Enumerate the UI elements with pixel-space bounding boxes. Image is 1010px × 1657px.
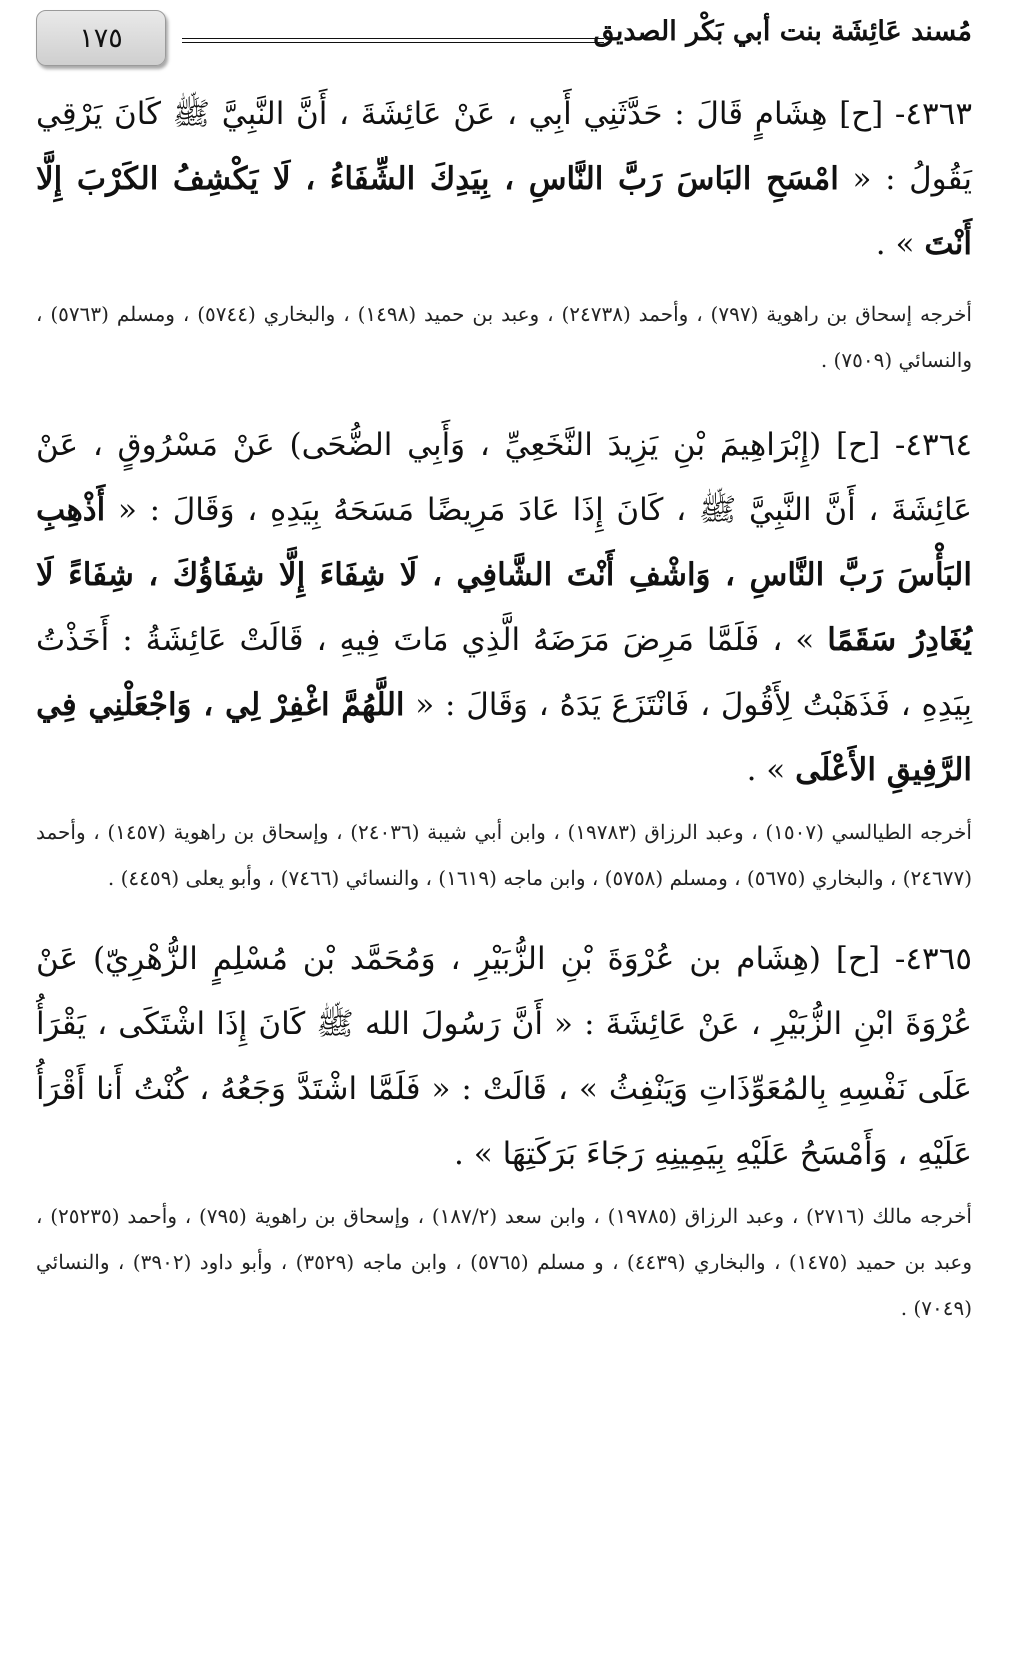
hadith-supplication: أَذْهِبِ البَأْسَ رَبَّ النَّاسِ ، وَاشْفِ أَنْتَ الشَّافِي ، لَا شِفَاءَ إِلَّا شِفَاؤُكَ ، شِفَاءً لَا يُغَادِرُ سَقَمًا [36,492,972,658]
page-header [36,10,972,66]
running-title: مُسند عَائِشَة بنت أبي بَكْر الصديق [593,16,972,47]
takhrij-4363: أخرجه إسحاق بن راهوية (٧٩٧) ، وأحمد (٢٤٧٣٨) ، وعبد بن حميد (١٤٩٨) ، والبخاري (٥٧٤٤) ، ومسلم (٥٧٦٣) ، والنسائي (٧٥٠٩) . [36,302,972,372]
hadith-4363 [36,82,972,277]
header-rule [182,38,604,43]
page-number: ١٧٥ [36,10,166,66]
hadith-text: ٤٣٦٤- [ح] (إِبْرَاهِيمَ بْنِ يَزِيدَ النَّخَعِيِّ ، وَأَبِي الضُّحَى) عَنْ مَسْرُوقٍ ، عَنْ عَائِشَةَ ، أَنَّ النَّبِيَّ ﷺ ، كَانَ إِذَا عَادَ مَرِيضًا مَسَحَهُ بِيَدِهِ ، وَقَالَ : « [36,427,972,528]
hadith-text: ٤٣٦٥- [ح] (هِشَام بن عُرْوَةَ بْنِ الزُّبَيْرِ ، وَمُحَمَّد بْن مُسْلِمٍ الزُّهْرِيّ) عَنْ عُرْوَةَ ابْنِ الزُّبَيْرِ ، عَنْ عَائِشَةَ : « أَنَّ رَسُولَ الله ﷺ كَانَ إِذَا اشْتَكَى ، يَقْرَأُ عَلَى نَفْسِهِ بِالمُعَوِّذَاتِ وَيَنْفِثُ » ، قَالَتْ : « فَلَمَّا اشْتَدَّ وَجَعُهُ ، كُنْتُ أَنا أَقْرَأُ عَلَيْهِ ، وَأَمْسَحُ عَلَيْهِ بِيَمِينِهِ رَجَاءَ بَرَكَتِهَا » . [36,941,972,1172]
hadith-text: » ، فَلَمَّا مَرِضَ مَرَضَهُ الَّذِي مَاتَ فِيهِ ، قَالَتْ عَائِشَةُ : أَخَذْتُ بِيَدِهِ ، فَذَهَبْتُ لِأَقُولَ ، فَانْتَزَعَ يَدَهُ ، وَقَالَ : « [36,622,972,723]
takhrij-4364: أخرجه الطيالسي (١٥٠٧) ، وعبد الرزاق (١٩٧٨٣) ، وابن أبي شيبة (٢٤٠٣٦) ، وإسحاق بن راهوية (١٤٥٧) ، وأحمد (٢٤٦٧٧) ، والبخاري (٥٦٧٥) ، ومسلم (٥٧٥٨) ، وابن ماجه (١٦١٩) ، والنسائي (٧٤٦٦) ، وأبو يعلى (٤٤٥٩) . [36,820,972,890]
hadith-text: » . [875,226,925,262]
page-content [36,82,972,1331]
takhrij-4365: أخرجه مالك (٢٧١٦) ، وعبد الرزاق (١٩٧٨٥) ، وابن سعد (١٨٧/٢) ، وإسحاق بن راهوية (٧٩٥) ، وأحمد (٢٥٢٣٥) ، وعبد بن حميد (١٤٧٥) ، والبخاري (٤٤٣٩) ، و مسلم (٥٧٦٥) ، وابن ماجه (٣٥٢٩) ، وأبو داود (٣٩٠٢) ، والنسائي (٧٠٤٩) . [36,1204,972,1320]
hadith-4364 [36,413,972,803]
hadith-supplication: اللَّهُمَّ اغْفِرْ لِي ، وَاجْعَلْنِي فِي الرَّفِيقِ الأَعْلَى [36,687,972,788]
hadith-text: » . [746,752,796,788]
hadith-4365 [36,927,972,1187]
hadith-text: ٤٣٦٣- [ح] هِشَامٍ قَالَ : حَدَّثَنِي أَبِي ، عَنْ عَائِشَةَ ، أَنَّ النَّبِيَّ ﷺ كَانَ يَرْقِي يَقُولُ : « [36,96,972,197]
hadith-supplication: امْسَحِ البَاسَ رَبَّ النَّاسِ ، بِيَدِكَ الشِّفَاءُ ، لَا يَكْشِفُ الكَرْبَ إِلَّا أَنْتَ [36,161,972,262]
